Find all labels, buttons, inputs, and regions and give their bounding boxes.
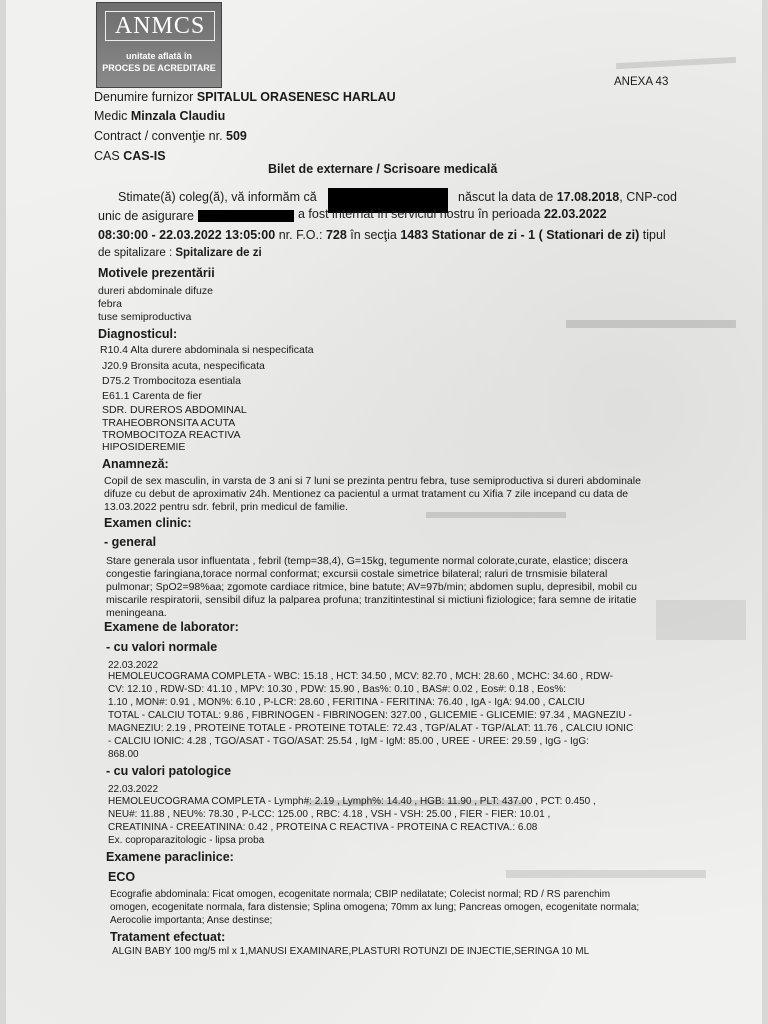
intro-birth: născut la data de 17.08.2018, CNP-cod: [458, 190, 677, 204]
contract-number: 509: [226, 129, 247, 143]
clinic-line: Stare generala usor influentata , febril (temp=38,4), G=15kg, tegumente normal colorate,curate, elastice; discera: [106, 555, 628, 567]
labs-patho-line: HEMOLEUCOGRAMA COMPLETA - Lymph#: 2.19 , Lymph%: 14.40 , HGB: 11.90 , PLT: 437.00 , PCT: 0.450 ,: [108, 796, 596, 807]
redacted-cnp: [198, 210, 294, 222]
labs-heading: Examene de laborator:: [104, 620, 239, 634]
paraclinic-sub: ECO: [108, 870, 136, 884]
document-title: Bilet de externare / Scrisoare medicală: [268, 162, 498, 176]
logo-line2: PROCES DE ACREDITARE: [102, 63, 216, 73]
logo-line1: unitate aflată în: [125, 51, 192, 61]
treatment-heading: Tratament efectuat:: [110, 930, 226, 944]
anamneza-line: difuze cu debut de aproximativ 24h. Mentionez ca pacientul a urmat tratament cu Xifia 7 zile incepand cu data de: [104, 488, 629, 500]
labs-normal-line: CV: 12.10 , RDW-SD: 41.10 , MPV: 10.30 , PDW: 15.90 , Bas%: 0.10 , BAS#: 0.02 , Eos#: 0.18 , Eos%:: [108, 684, 567, 695]
labs-normal-line: 1.10 , MON#: 0.91 , MON%: 6.10 , P-LCR: 28.60 , FERITINA - FERITINA: 76.40 , IgA - IgA: 94.00 , CALCIU: [108, 697, 585, 708]
diagnostic-item: D75.2 Trombocitoza esentiala: [102, 375, 241, 387]
diagnostic-item: TRAHEOBRONSITA ACUTA: [102, 417, 236, 429]
motive-item: tuse semiproductiva: [98, 311, 192, 323]
labs-normal-line: 868.00: [108, 749, 139, 760]
labs-patho-line: NEU#: 11.88 , NEU%: 78.30 , P-LCC: 125.00 , RBC: 4.18 , VSH - VSH: 25.00 , FIER - FIER: 10.01 ,: [108, 809, 551, 820]
motive-item: dureri abdominale difuze: [98, 285, 213, 297]
logo-brand: ANMCS: [105, 11, 215, 41]
cas-line: CAS CAS-IS: [94, 149, 166, 163]
diagnostic-item: HIPOSIDEREMIE: [102, 441, 186, 453]
clinic-line: meningeana.: [106, 607, 167, 619]
diagnostic-item: SDR. DUREROS ABDOMINAL: [102, 404, 247, 416]
provider-line: Denumire furnizor SPITALUL ORASENESC HARLAU: [94, 90, 396, 104]
intro-line-3: 08:30:00 - 22.03.2022 13:05:00 nr. F.O.: 728 în secţia 1483 Stationar de zi - 1 ( Stationari de zi) tipul: [98, 228, 666, 242]
paraclinic-line: omogen, ecogenitate normala, fara distensie; Splina omogena; 70mm ax lung; Pancreas omogen, ecogenitate normala;: [110, 902, 640, 913]
clinic-subheading: - general: [104, 535, 157, 549]
paraclinic-line: Aerocolie importanta; Anse destinse;: [110, 915, 273, 926]
diagnostic-item: TROMBOCITOZA REACTIVA: [102, 429, 241, 441]
anamneza-line: 13.03.2022 pentru sdr. febril, prin medicul de familie.: [104, 501, 348, 513]
clinic-heading: Examen clinic:: [104, 516, 192, 530]
diagnostic-item: J20.9 Bronsita acuta, nespecificata: [102, 360, 265, 372]
labs-normal-line: MAGNEZIU: 2.19 , PROTEINE TOTALE - PROTEINE TOTALE: 72.43 , TGP/ALAT - TGP/ALAT: 11.76 , CALCIU IONIC: [108, 723, 634, 734]
labs-normal-line: HEMOLEUCOGRAMA COMPLETA - WBC: 15.18 , HCT: 34.50 , MCV: 82.70 , MCH: 28.60 , MCHC: 34.60 , RDW-: [108, 671, 613, 682]
labs-patho-line: Ex. coproparazitologic - lipsa proba: [108, 835, 265, 846]
intro-line-2: unic de asigurare: [98, 209, 194, 223]
intro-period: a fost internat în serviciul nostru în perioada 22.03.2022: [298, 207, 607, 221]
motive-heading: Motivele prezentării: [98, 266, 215, 280]
diagnostic-heading: Diagnosticul:: [98, 327, 178, 341]
doctor-name: Minzala Claudiu: [130, 109, 226, 123]
labs-patho-line: CREATININA - CREEATININA: 0.42 , PROTEINA C REACTIVA - PROTEINA C REACTIVA.: 6.08: [108, 822, 538, 833]
labs-patho-date: 22.03.2022: [108, 784, 159, 795]
document-page: [6, 0, 762, 1024]
clinic-line: pulmonar; SpO2=98%aa; zgomote cardiace ritmice, bine batute; AV=97b/min; abdomen suplu, depresibil, mobil cu: [106, 581, 637, 593]
labs-normal-heading: - cu valori normale: [106, 640, 218, 654]
diagnostic-item: R10.4 Alta durere abdominala si nespecificata: [100, 344, 314, 356]
cas-value: CAS-IS: [123, 149, 166, 163]
paraclinic-line: Ecografie abdominala: Ficat omogen, ecogenitate normala; CBIP nedilatate; Colecist normal; RD / RS parenchim: [110, 889, 611, 900]
clinic-line: congestie faringiana,torace normal conformat; excursii costale simetrice bilateral; raluri de trnsmisie bilateral: [106, 568, 608, 580]
anamneza-line: Copil de sex masculin, in varsta de 3 ani si 7 luni se prezinta pentru febra, tuse semiproductiva si dureri abdominale: [104, 475, 641, 487]
labs-patho-heading: - cu valori patologice: [106, 764, 232, 778]
intro-line-1: Stimate(ă) coleg(ă), vă informăm că: [118, 190, 317, 204]
diagnostic-item: E61.1 Carenta de fier: [102, 390, 202, 402]
contract-line: Contract / convenţie nr. 509: [94, 129, 247, 143]
provider-name: SPITALUL ORASENESC HARLAU: [196, 90, 396, 104]
annex-label: ANEXA 43: [614, 76, 669, 88]
anamneza-heading: Anamneză:: [102, 457, 169, 471]
intro-line-4: de spitalizare : Spitalizare de zi: [98, 247, 262, 259]
paraclinic-heading: Examene paraclinice:: [106, 850, 234, 864]
clinic-line: miscarile respiratorii, sensibil difuz la palparea profuna; tranzitintestinal si mictiuni fiziologice; fara semne de iritatie: [106, 594, 637, 606]
treatment-line: ALGIN BABY 100 mg/5 ml x 1,MANUSI EXAMINARE,PLASTURI ROTUNZI DE INJECTIE,SERINGA 10 ML: [112, 946, 590, 957]
labs-normal-line: - CALCIU IONIC: 4.28 , TGO/ASAT - TGO/ASAT: 25.54 , IgM - IgM: 85.00 , UREE - UREE: 29.59 , IgG - IgG:: [108, 736, 589, 747]
labs-normal-line: TOTAL - CALCIU TOTAL: 9.86 , FIBRINOGEN - FIBRINOGEN: 327.00 , GLICEMIE - GLICEMIE: 97.34 , MAGNEZIU -: [108, 710, 632, 721]
motive-item: febra: [98, 298, 122, 310]
labs-normal-date: 22.03.2022: [108, 660, 159, 671]
anmcs-logo: [96, 2, 222, 88]
doctor-line: Medic Minzala Claudiu: [94, 109, 226, 123]
